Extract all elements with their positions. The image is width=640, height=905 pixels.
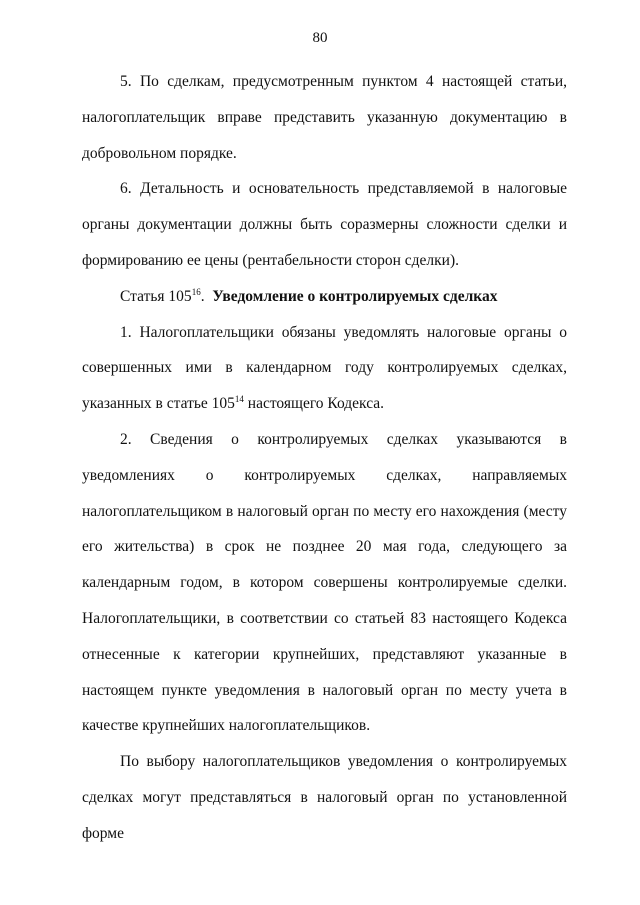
document-body bbox=[82, 64, 567, 852]
article-paragraph-2: 2. Сведения о контролируемых сделках указываются в уведомлениях о контролируемых сделках, направляемых налогоплательщиком в налоговый орган по месту его нахождения (месту его жительства) в срок не позднее 20 мая года, следующего за календарным годом, в котором совершены контролируемые сделки. Налогоплательщики, в соответствии со статьей 83 настоящего Кодекса отнесенные к категории крупнейших, представляют указанные в настоящем пункте уведомления в налоговый орган по месту учета в качестве крупнейших налогоплательщиков. bbox=[82, 430, 567, 735]
article-paragraph-1-text: 1. Налогоплательщики обязаны уведомлять налоговые органы о совершенных ими в календарном году контролируемых сделках, указанных в статье 105 bbox=[82, 323, 567, 413]
article-heading bbox=[82, 279, 567, 315]
article-paragraph-3: По выбору налогоплательщиков уведомления о контролируемых сделках могут представляться в налоговый орган по установленной форме bbox=[82, 753, 567, 842]
article-paragraph-1-end: настоящего Кодекса. bbox=[243, 395, 385, 413]
paragraph-5: 5. По сделкам, предусмотренным пунктом 4 настоящей статьи, налогоплательщик вправе представить указанную документацию в добровольном порядке. bbox=[82, 73, 567, 162]
article-label-dot: . bbox=[200, 287, 205, 305]
article-title: Уведомление о контролируемых сделках bbox=[212, 287, 498, 305]
paragraph-6: 6. Детальность и основательность представляемой в налоговые органы документации должны быть соразмерны сложности сделки и формированию ее цены (рентабельности сторон сделки). bbox=[82, 180, 567, 269]
article-number-superscript: 16 bbox=[191, 286, 201, 297]
article-reference-superscript: 14 bbox=[234, 394, 244, 405]
page-number: 80 bbox=[312, 30, 328, 46]
article-paragraph-1 bbox=[82, 315, 567, 422]
article-label: Статья 105 bbox=[120, 287, 192, 305]
